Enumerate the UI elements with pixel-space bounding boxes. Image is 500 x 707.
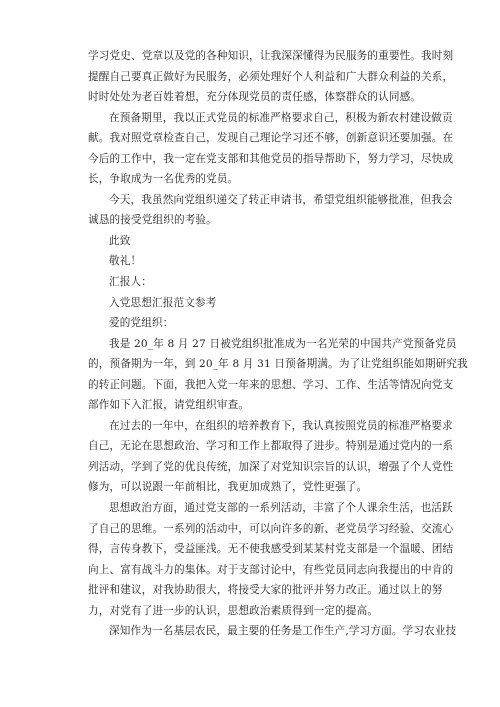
text-line: 了自己的思维。一系列的活动中，可以向许多的新、老党员学习经验、交流心 [88, 522, 454, 535]
text-line: 汇报人： [109, 276, 152, 289]
document-body [88, 46, 468, 642]
text-line: 诚恳的接受党组织的考验。 [88, 214, 217, 227]
text-line: 长，争取成为一名优秀的党员。 [88, 173, 239, 186]
text-line: 修为，可以说跟一年前相比，我更加成熟了，党性更强了。 [88, 481, 368, 494]
text-line: 在过去的一年中，在组织的培养教育下，我认真按照党员的标准严格要求 [109, 419, 453, 432]
text-line: 献。我对照党章检查自己，发现自己理论学习还不够，创新意识还要加强。在 [88, 132, 454, 145]
text-line: 批评和建议，对我协助很大，将接受大家的批评并努力改正。通过以上的努 [88, 584, 443, 597]
text-line: 时时处处为老百姓着想，充分体现党员的责任感，体察群众的认同感。 [88, 91, 422, 104]
text-line: 力，对党有了进一步的认识，思想政治素质得到一定的提高。 [88, 604, 379, 617]
text-line: 思想政治方面，通过党支部的一系列活动，丰富了个人课余生活，也活跃 [109, 502, 453, 515]
text-line: 的转正问题。下面，我把入党一年来的思想、学习、工作、生活等情况向党支 [88, 378, 454, 391]
text-line: 在预备期里，我以正式党员的标准严格要求自己，积极为新农村建设做贡 [109, 111, 453, 124]
text-line: 的，预备期为一年，到 20_年 8 月 31 日预备期满。为了让党组织能如期研究我 [88, 358, 468, 371]
text-line: 入党思想汇报范文参考 [109, 296, 217, 309]
text-line: 自己，无论在思想政治、学习和工作上都取得了进步。特别是通过党内的一系 [88, 440, 454, 453]
text-line: 爱的党组织： [109, 317, 174, 330]
text-line: 列活动，学到了党的优良传统，加深了对党知识宗旨的认识，增强了个人党性 [88, 460, 454, 473]
text-line: 向上、富有战斗力的集体。对于支部讨论中，有些党员同志向我提出的中肯的 [88, 563, 454, 576]
text-line: 深知作为一名基层农民，最主要的任务是工作生产,学习方面。学习农业技 [109, 625, 457, 638]
text-line: 今天，我虽然向党组织递交了转正申请书，希望党组织能够批准，但我会 [109, 193, 453, 206]
text-line: 此致 [109, 234, 131, 247]
text-line: 我是 20_年 8 月 27 日被党组织批准成为一名光荣的中国共产党预备党员 [109, 337, 457, 350]
text-line: 今后的工作中，我一定在党支部和其他党员的指导帮助下，努力学习，尽快成 [88, 152, 454, 165]
text-line: 得，言传身教下，受益匪浅。无不使我感受到某某村党支部是一个温暖、团结 [88, 543, 454, 556]
text-line: 提醒自己要真正做好为民服务，必须处理好个人利益和广大群众利益的关系， [88, 70, 454, 83]
text-line: 部作如下入汇报，请党组织审查。 [88, 399, 250, 412]
text-line: 敬礼！ [109, 255, 142, 268]
text-line: 学习党史、党章以及党的各种知识，让我深深懂得为民服务的重要性。我时刻 [88, 50, 454, 62]
